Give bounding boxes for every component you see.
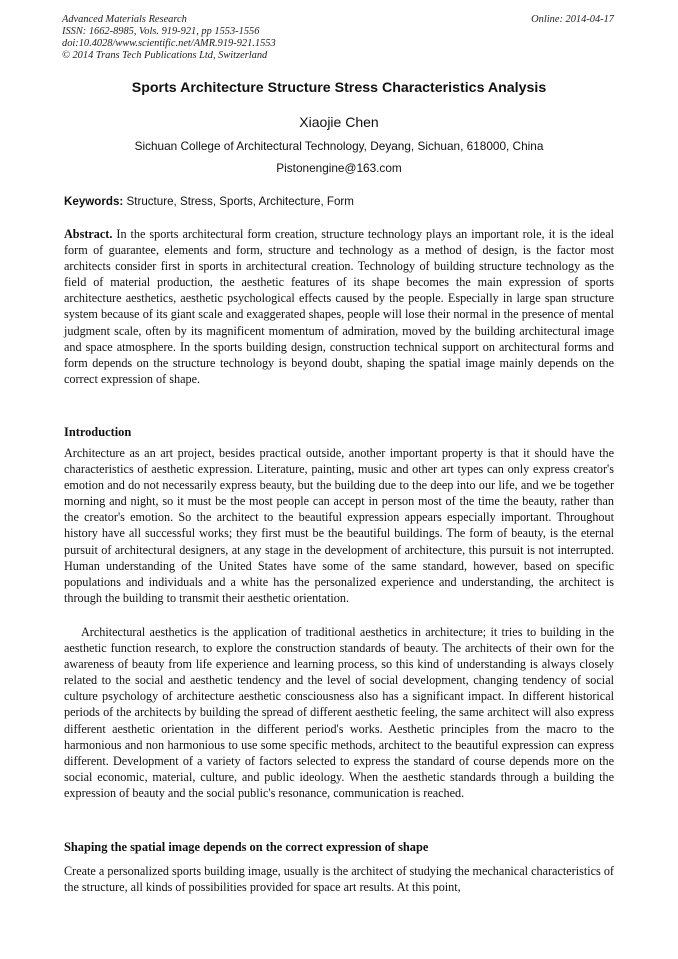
author-name: Xiaojie Chen — [299, 114, 379, 130]
introduction-heading: Introduction — [64, 425, 132, 439]
journal-issn: ISSN: 1662-8985, Vols. 919-921, pp 1553-1556 — [62, 26, 260, 37]
paper-title: Sports Architecture Structure Stress Characteristics Analysis — [131, 80, 547, 96]
journal-doi: doi:10.4028/www.scientific.net/AMR.919-921.1553 — [62, 38, 276, 49]
journal-copyright: © 2014 Trans Tech Publications Ltd, Switzerland — [62, 50, 268, 61]
introduction-paragraph-2: Architectural aesthetics is the application of traditional aesthetics in architecture; it tries to building in the aesthetic function research, to explore the construction standards of beauty. The architects of their own for the awareness of beauty from life experience and learning process, so this kind of understanding is always closely related to the social and aesthetic tendency and the level of social development, changing tendency of social culture psychology of architecture aesthetic consciousness also has a significant impact. In different historical periods of the architects by building the spread of different aesthetic feeling, the same architect will also express different aesthetic orientation in the different period's works. Aesthetic principles from the macro to the harmonious and non harmonious to use some specific methods, architect to the beautiful expression can express different. Development of a variety of factors selected to express the standard of course depends more on the social economic, material, culture, and public ideology. When the aesthetic standards through a building the expression of beauty and the social public's resonance, communication is reached. — [64, 625, 614, 800]
keywords-label: Keywords: — [64, 195, 124, 208]
online-date: Online: 2014-04-17 — [531, 14, 614, 25]
section-2-heading: Shaping the spatial image depends on the correct expression of shape — [64, 840, 429, 854]
author-affiliation: Sichuan College of Architectural Technology, Deyang, Sichuan, 618000, China — [134, 139, 544, 153]
journal-header — [62, 14, 276, 62]
section-2-paragraph-1: Create a personalized sports building image, usually is the architect of studying the mechanical characteristics of the structure, all kinds of possibilities provided for space art results. At this point, — [64, 864, 614, 895]
abstract-label: Abstract. — [64, 227, 113, 241]
abstract — [64, 226, 614, 387]
author-email: Pistonengine@163.com — [276, 161, 402, 175]
abstract-text: In the sports architectural form creation, structure technology plays an important role, it is the ideal form of guarantee, elements and form, structure and technology as a method of design, is the factor most architects consider first in sports in architectural creation. Technology of building structure technology as the field of material production, the aesthetic features of its shape becomes the main expression of sports architecture aesthetics, aesthetic psychological effects caused by the people. Especially in large span structure system because of its giant scale and exaggerated shapes, people will lose their normal in the presence of mental judgment scale, often by its magnificent momentum of admiration, moved by the building architectural image and space atmosphere. In the sports building design, construction technical support on architectural forms and form depends on the structure technology is beyond doubt, shaping the spatial image mainly depends on the correct expression of shape. — [64, 227, 614, 386]
introduction-paragraph-1: Architecture as an art project, besides practical outside, another important property is that it should have the characteristics of aesthetic expression. Literature, painting, music and other art types can only express creator's emotion and do not necessarily express beauty, but the building due to the deep into our life, and we be together morning and night, so it must be the most people can accept in person most of the time the beauty, rather than the creator's emotion. So the architect to the beautiful expression appears especially important. Throughout history have all successful works; they first must be the beautiful buildings. The form of beauty, is the eternal pursuit of architectural designers, at any stage in the development of architecture, this pursuit is not interrupted. Human understanding of the United States have some of the same standard, however, based on specific populations and individuals and a white has the personalized experience and understanding, the architect is through the building to transmit their aesthetic orientation. — [64, 446, 614, 605]
keywords — [64, 195, 354, 208]
keywords-text: Structure, Stress, Sports, Architecture, Form — [123, 195, 354, 208]
journal-name: Advanced Materials Research — [62, 14, 187, 25]
